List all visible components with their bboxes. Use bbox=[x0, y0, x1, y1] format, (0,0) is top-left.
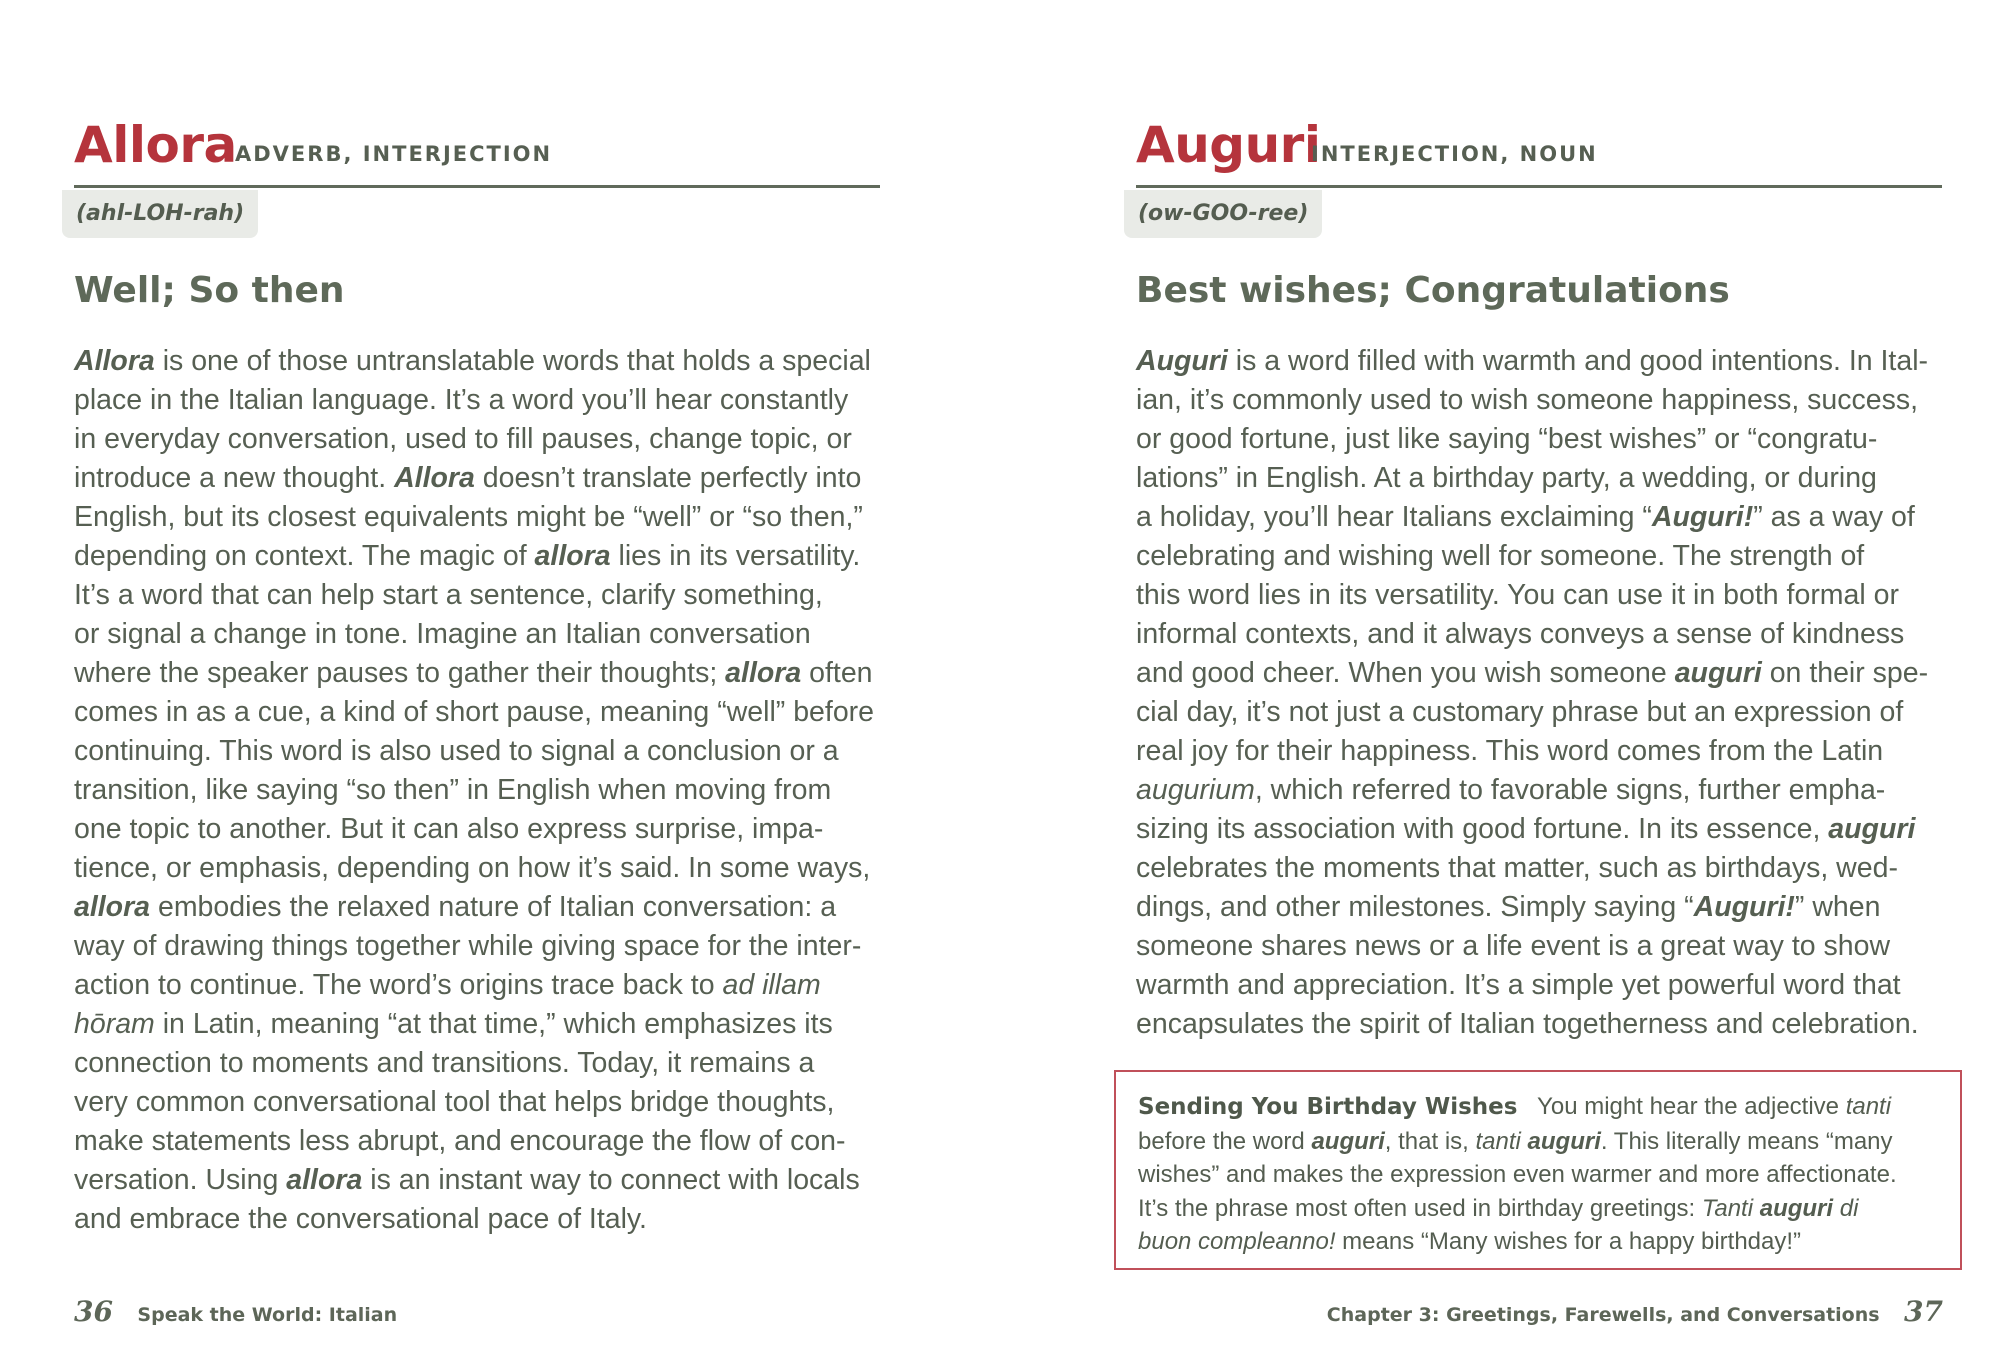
body-line bbox=[74, 537, 894, 576]
body-line bbox=[1136, 771, 1956, 810]
body-line bbox=[74, 342, 894, 381]
body-line: encapsulates the spirit of Italian togetherness and celebration. bbox=[1136, 1008, 1919, 1040]
text: dings, and other milestones. Simply saying “ bbox=[1136, 891, 1694, 923]
tip-text bbox=[1138, 1090, 1958, 1259]
body-line bbox=[74, 1161, 894, 1200]
text bbox=[1521, 1128, 1528, 1155]
term: buon compleanno! bbox=[1138, 1228, 1336, 1255]
latin-term: ad illam bbox=[722, 969, 821, 1001]
term: Auguri! bbox=[1651, 501, 1754, 533]
term: auguri bbox=[1759, 1194, 1834, 1222]
term: auguri bbox=[1527, 1127, 1601, 1155]
body-line: lations” in English. At a birthday party, a wedding, or during bbox=[1136, 462, 1877, 494]
body-line: ian, it’s commonly used to wish someone happiness, success, bbox=[1136, 384, 1919, 416]
term: Auguri bbox=[1136, 345, 1228, 377]
page-number: 36 bbox=[74, 1295, 113, 1328]
text: on their spe- bbox=[1761, 657, 1929, 689]
text: It’s the phrase most often used in birthday greetings: bbox=[1138, 1194, 1702, 1222]
body-line bbox=[1136, 342, 1956, 381]
term: tanti bbox=[1475, 1127, 1521, 1155]
body-line bbox=[1136, 498, 1956, 537]
text: , which referred to favorable signs, further empha- bbox=[1254, 774, 1886, 806]
text: means “Many wishes for a happy birthday!” bbox=[1335, 1228, 1802, 1255]
text: before the word bbox=[1138, 1127, 1312, 1155]
body-line: transition, like saying “so then” in English when moving from bbox=[74, 774, 832, 806]
body-line: real joy for their happiness. This word comes from the Latin bbox=[1136, 735, 1884, 767]
body-line: celebrating and wishing well for someone. The strength of bbox=[1136, 540, 1865, 572]
body-line: cial day, it’s not just a customary phrase but an expression of bbox=[1136, 696, 1904, 728]
text: action to continue. The word’s origins trace back to bbox=[74, 969, 723, 1001]
left-page bbox=[74, 0, 880, 1372]
text: lies in its versatility. bbox=[610, 540, 861, 572]
term: allora bbox=[286, 1164, 363, 1196]
body-line: someone shares news or a life event is a great way to show bbox=[1136, 930, 1891, 962]
footer-right bbox=[1327, 1295, 1943, 1328]
page-number: 37 bbox=[1904, 1295, 1943, 1328]
text: . This literally means “many bbox=[1600, 1127, 1893, 1155]
text: in Latin, meaning “at that time,” which emphasizes its bbox=[154, 1008, 833, 1040]
body-line bbox=[1136, 654, 1956, 693]
body-line: It’s a word that can help start a sentence, clarify something, bbox=[74, 579, 823, 611]
body-line: or good fortune, just like saying “best wishes” or “congratu- bbox=[1136, 423, 1878, 455]
term: auguri bbox=[1828, 813, 1916, 845]
text: is a word filled with warmth and good intentions. In Ital- bbox=[1227, 345, 1929, 377]
text: ” when bbox=[1794, 891, 1881, 923]
entry-header bbox=[74, 108, 880, 188]
body-line bbox=[1136, 810, 1956, 849]
footer-left bbox=[74, 1295, 397, 1328]
term: allora bbox=[725, 657, 802, 689]
body-line bbox=[74, 966, 894, 1005]
tip-title: Sending You Birthday Wishes bbox=[1138, 1094, 1518, 1120]
pronunciation: (ahl-LOH-rah) bbox=[62, 190, 258, 238]
term: auguri bbox=[1674, 657, 1762, 689]
body-line: and embrace the conversational pace of Italy. bbox=[74, 1203, 647, 1235]
body-line: connection to moments and transitions. Today, it remains a bbox=[74, 1047, 815, 1079]
body-line bbox=[1136, 888, 1956, 927]
term: Auguri! bbox=[1693, 891, 1795, 923]
body-line: continuing. This word is also used to signal a conclusion or a bbox=[74, 735, 839, 767]
text: often bbox=[801, 657, 873, 689]
part-of-speech: INTERJECTION, NOUN bbox=[1311, 142, 1598, 166]
latin-term: hōram bbox=[74, 1008, 155, 1040]
tip-line bbox=[1138, 1225, 1958, 1259]
text: doesn’t translate perfectly into bbox=[474, 462, 862, 494]
text: where the speaker pauses to gather their thoughts; bbox=[74, 657, 726, 689]
body-line bbox=[74, 1005, 894, 1044]
body-line: warmth and appreciation. It’s a simple yet powerful word that bbox=[1136, 969, 1901, 1001]
headword: Allora bbox=[74, 116, 237, 174]
headword: Auguri bbox=[1136, 116, 1321, 174]
right-page bbox=[1136, 0, 1942, 1372]
term: Tanti bbox=[1701, 1194, 1754, 1222]
running-head: Chapter 3: Greetings, Farewells, and Conversations bbox=[1326, 1304, 1880, 1326]
term: Allora bbox=[74, 345, 155, 377]
body-line: in everyday conversation, used to fill pauses, change topic, or bbox=[74, 423, 852, 455]
tip-line bbox=[1138, 1090, 1958, 1125]
body-line: celebrates the moments that matter, such as birthdays, wed- bbox=[1136, 852, 1898, 884]
text: ” as a way of bbox=[1753, 501, 1915, 533]
term: di bbox=[1833, 1194, 1859, 1222]
term: auguri bbox=[1311, 1127, 1385, 1155]
text: and good cheer. When you wish someone bbox=[1136, 657, 1675, 689]
term: allora bbox=[534, 540, 611, 572]
text: a holiday, you’ll hear Italians exclaiming “ bbox=[1136, 501, 1652, 533]
text: , that is, bbox=[1384, 1127, 1476, 1155]
text: You might hear the adjective bbox=[1517, 1093, 1846, 1120]
tip-line bbox=[1138, 1125, 1958, 1159]
term: allora bbox=[74, 891, 151, 923]
text bbox=[1753, 1195, 1760, 1222]
body-line bbox=[74, 888, 894, 927]
entry-body bbox=[74, 342, 894, 1239]
entry-body bbox=[1136, 342, 1956, 1044]
body-line: place in the Italian language. It’s a word you’ll hear constantly bbox=[74, 384, 849, 416]
body-line: tience, or emphasis, depending on how it’s said. In some ways, bbox=[74, 852, 871, 884]
body-line: or signal a change in tone. Imagine an Italian conversation bbox=[74, 618, 811, 650]
term: tanti bbox=[1845, 1093, 1892, 1120]
meaning-heading: Best wishes; Congratulations bbox=[1136, 270, 1730, 311]
tip-line: wishes” and makes the expression even warmer and more affectionate. bbox=[1138, 1161, 1897, 1188]
body-line bbox=[74, 459, 894, 498]
body-line bbox=[74, 654, 894, 693]
body-line: comes in as a cue, a kind of short pause, meaning “well” before bbox=[74, 696, 875, 728]
body-line: English, but its closest equivalents might be “well” or “so then,” bbox=[74, 501, 863, 533]
text: introduce a new thought. bbox=[74, 462, 395, 494]
body-line: one topic to another. But it can also express surprise, impa- bbox=[74, 813, 824, 845]
tip-line bbox=[1138, 1192, 1958, 1226]
running-head: Speak the World: Italian bbox=[137, 1304, 398, 1326]
meaning-heading: Well; So then bbox=[74, 270, 345, 311]
text: is an instant way to connect with locals bbox=[362, 1164, 860, 1196]
pronunciation: (ow-GOO-ree) bbox=[1124, 190, 1322, 238]
text: is one of those untranslatable words that holds a special bbox=[154, 345, 871, 377]
text: sizing its association with good fortune. In its essence, bbox=[1136, 813, 1829, 845]
body-line: way of drawing things together while giving space for the inter- bbox=[74, 930, 862, 962]
body-line: make statements less abrupt, and encourage the flow of con- bbox=[74, 1125, 846, 1157]
text: depending on context. The magic of bbox=[74, 540, 535, 572]
body-line: very common conversational tool that helps bridge thoughts, bbox=[74, 1086, 835, 1118]
entry-header bbox=[1136, 108, 1942, 188]
term: Allora bbox=[394, 462, 475, 494]
tip-box bbox=[1114, 1070, 1962, 1270]
text: embodies the relaxed nature of Italian conversation: a bbox=[150, 891, 837, 923]
part-of-speech: ADVERB, INTERJECTION bbox=[235, 142, 553, 166]
text: versation. Using bbox=[74, 1164, 287, 1196]
body-line: this word lies in its versatility. You can use it in both formal or bbox=[1136, 579, 1899, 611]
body-line: informal contexts, and it always conveys a sense of kindness bbox=[1136, 618, 1905, 650]
latin-term: augurium bbox=[1136, 774, 1255, 806]
